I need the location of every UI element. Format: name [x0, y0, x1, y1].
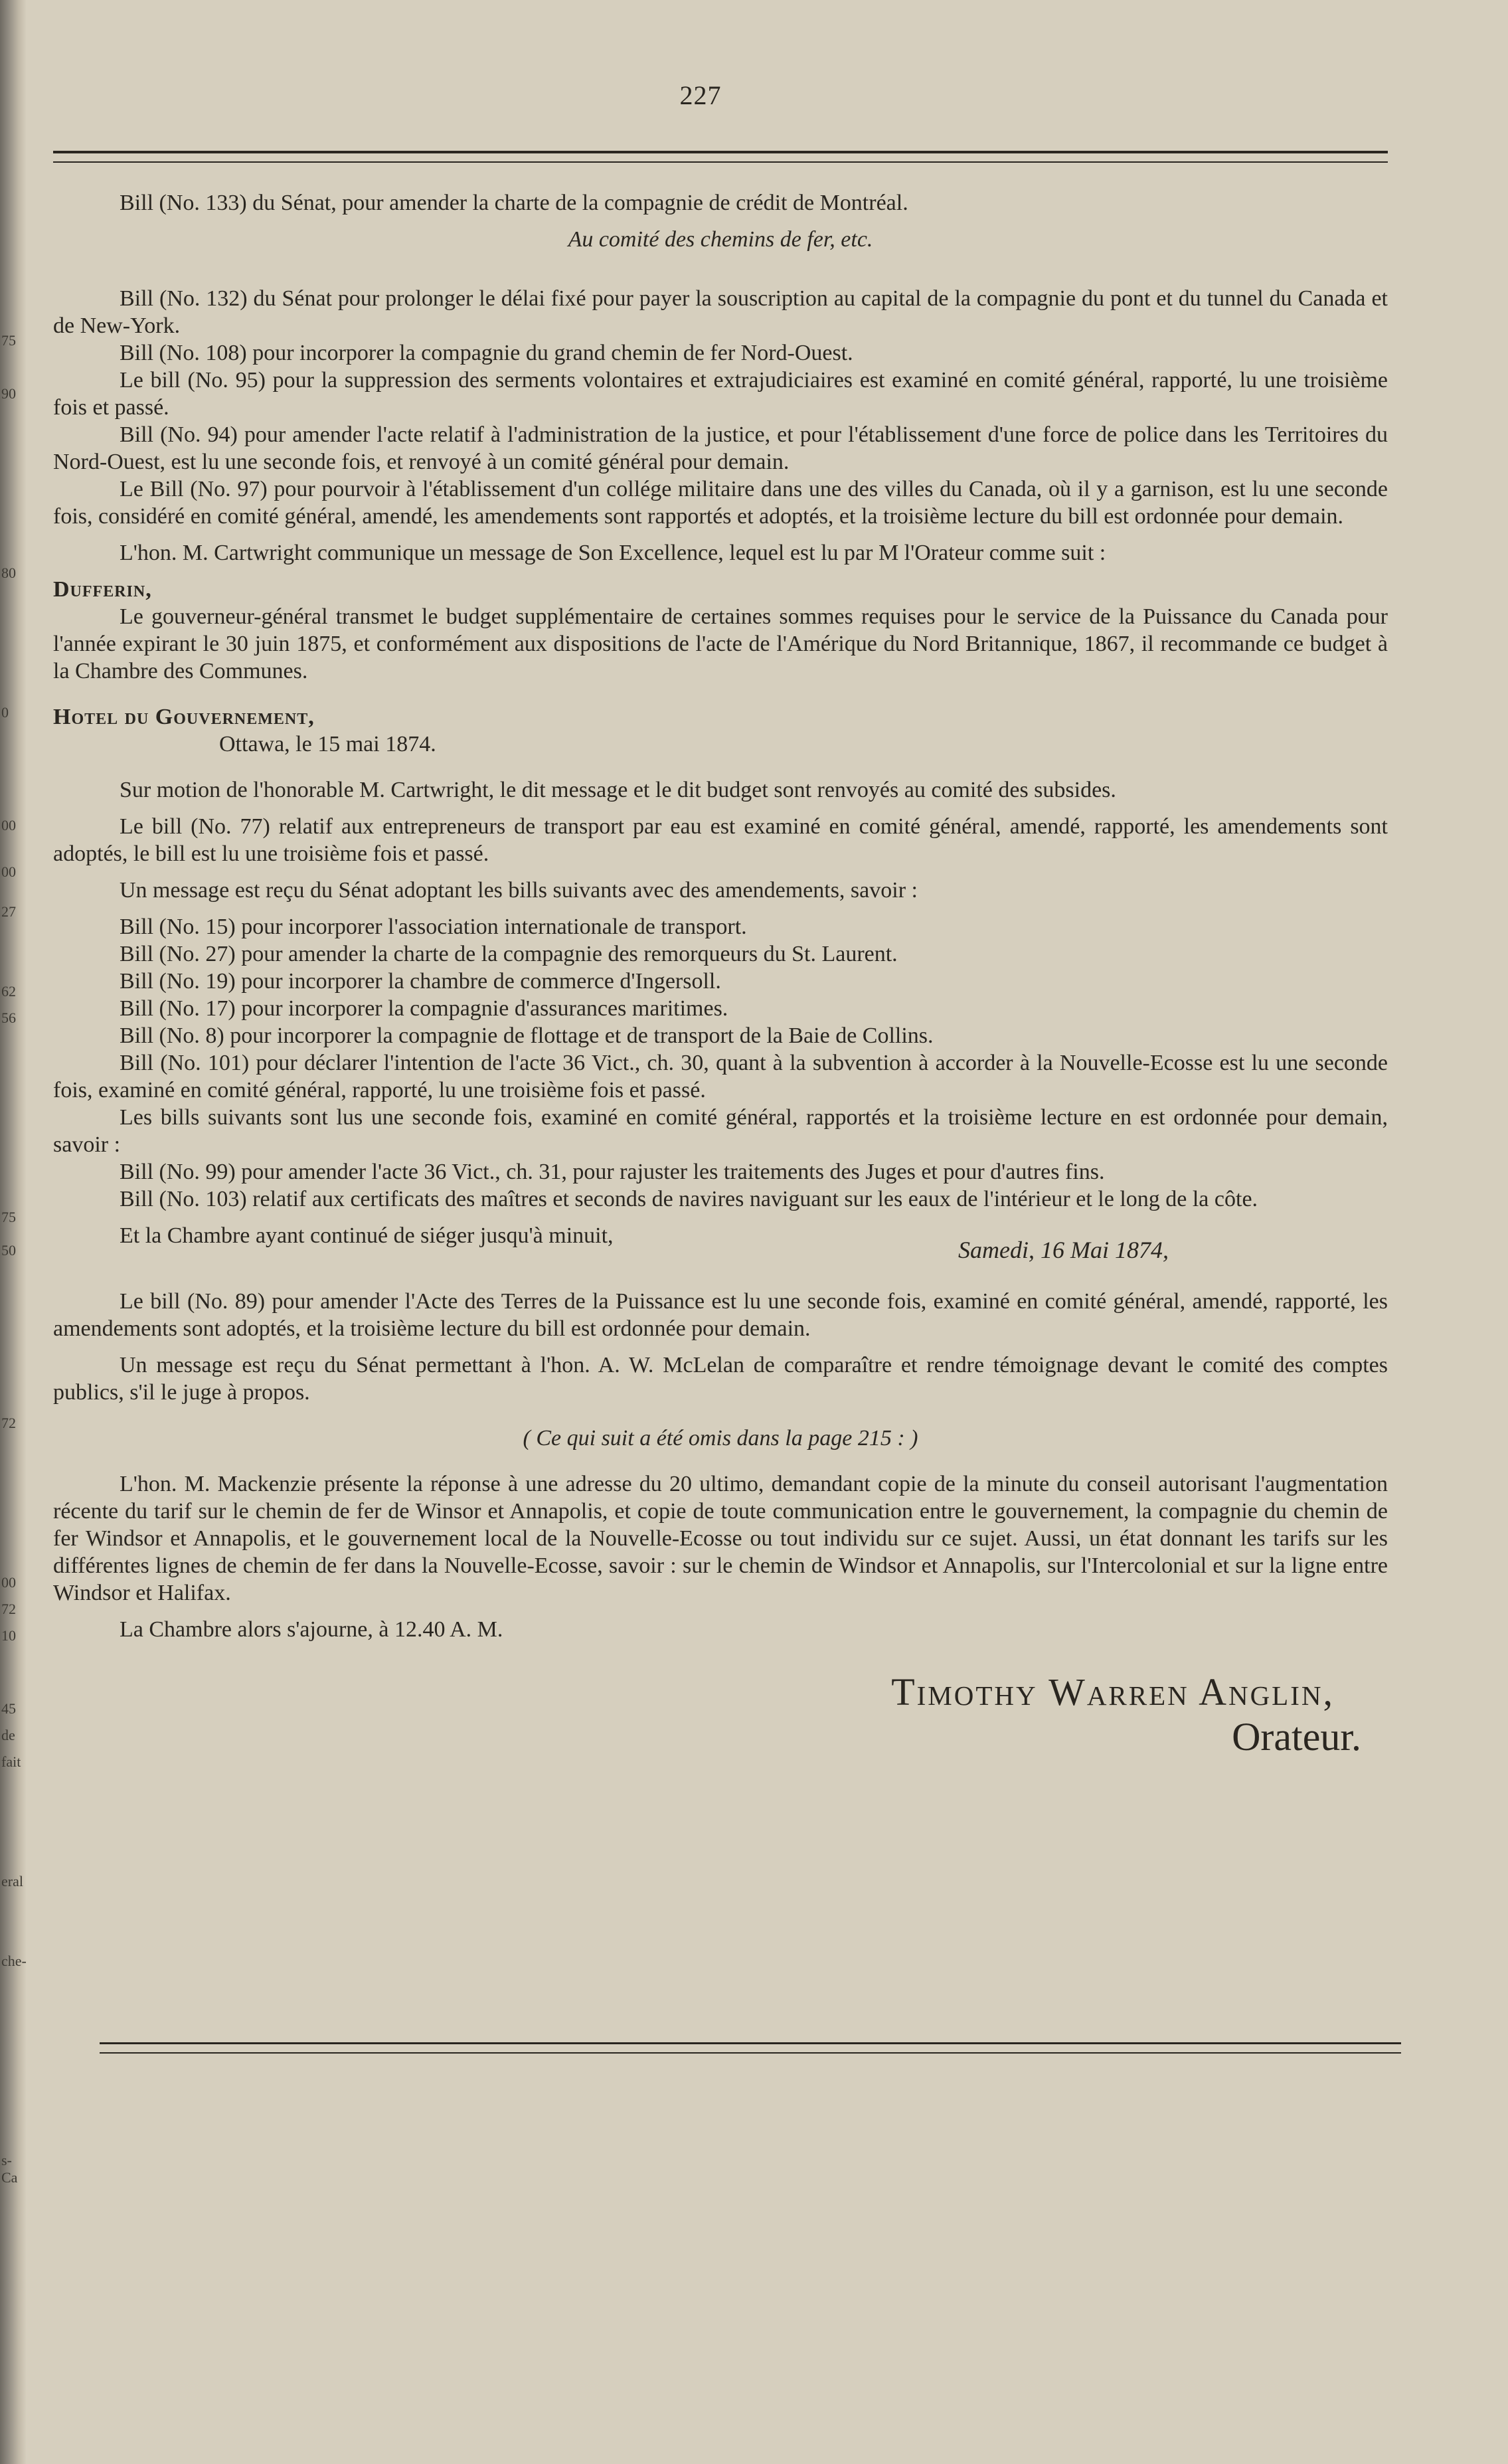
entry-bill-8: Bill (No. 8) pour incorporer la compagnie de flottage et de transport de la Baie de Collins.: [120, 1023, 934, 1048]
entry-bill-133: Bill (No. 133) du Sénat, pour amender la charte de la compagnie de crédit de Montréal.: [120, 191, 908, 215]
journal-page: [53, 80, 1388, 1760]
margin-note: eral: [1, 1873, 23, 1890]
entry-bill-103: Bill (No. 103) relatif aux certificats des maîtres et seconds de navires naviguant sur les eaux de l'intérieur et le long de la côte.: [120, 1187, 1258, 1211]
entry-adjournment: La Chambre alors s'ajourne, à 12.40 A. M.: [120, 1617, 503, 1642]
header-rule: [53, 151, 1388, 163]
committee-heading: Au comité des chemins de fer, etc.: [568, 227, 873, 252]
margin-note: 75: [1, 1209, 16, 1225]
entry-bill-27: Bill (No. 27) pour amender la charte de la compagnie des remorqueurs du St. Laurent.: [120, 942, 898, 966]
margin-note: 72: [1, 1415, 16, 1431]
footer-rule: [100, 2042, 1401, 2054]
signature-name: Timothy Warren Anglin,: [891, 1670, 1335, 1714]
margin-note: fait: [1, 1753, 21, 1770]
place-heading: Hotel du Gouvernement,: [53, 705, 315, 729]
place-date: Ottawa, le 15 mai 1874.: [219, 732, 436, 756]
session-date: Samedi, 16 Mai 1874,: [958, 1237, 1169, 1263]
margin-note: 72: [1, 1601, 16, 1617]
margin-note: de: [1, 1727, 15, 1743]
entry-bill-17: Bill (No. 17) pour incorporer la compagnie d'assurances maritimes.: [120, 996, 728, 1021]
entry-senate-message: Un message est reçu du Sénat adoptant les bills suivants avec des amendements, savoir :: [120, 878, 918, 903]
entry-bill-89: Le bill (No. 89) pour amender l'Acte des Terres de la Puissance est lu une seconde fois, examiné en comité général, amendé, rapporté, les amendements sont adoptés, et la troisième lecture du bill est ordonnée pour demain.: [53, 1289, 1388, 1341]
margin-note: 50: [1, 1242, 16, 1259]
entry-mackenzie-response: L'hon. M. Mackenzie présente la réponse à une adresse du 20 ultimo, demandant copie de la minute du conseil autorisant l'augmentation récente du tarif sur le chemin de fer de Winsor et Annapolis, et copie de toute communication entre le gouvernement, la compagnie du chemin de fer Windsor et Annapolis, et le gouvernement local de la Nouvelle-Ecosse ou tout individu sur ce sujet. Aussi, un état donnant les tarifs sur les différentes lignes de chemin de fer dans la Nouvelle-Ecosse, savoir : sur le chemin de Windsor et Annapolis, sur l'Intercolonial et sur la ligne entre Windsor et Halifax.: [53, 1472, 1388, 1605]
margin-note: 00: [1, 863, 16, 880]
margin-note: 00: [1, 1574, 16, 1591]
margin-note: 00: [1, 817, 16, 834]
entry-second-reading: Les bills suivants sont lus une seconde fois, examiné en comité général, rapportés et la troisième lecture en est ordonnée pour demain, savoir :: [53, 1105, 1388, 1157]
margin-note: 62: [1, 983, 16, 1000]
entry-mclelan-message: Un message est reçu du Sénat permettant à l'hon. A. W. McLelan de comparaître et rendre témoignage devant le comité des comptes publics, s'il le juge à propos.: [53, 1353, 1388, 1405]
entry-bill-101: Bill (No. 101) pour déclarer l'intention de l'acte 36 Vict., ch. 30, quant à la subvention à accorder à la Nouvelle-Ecosse est lu une seconde fois, examiné en comité général, rapporté, lu une troisième fois et passé.: [53, 1051, 1388, 1102]
entry-midnight: Et la Chambre ayant continué de siéger jusqu'à minuit,: [120, 1223, 614, 1248]
entry-bill-77: Le bill (No. 77) relatif aux entrepreneurs de transport par eau est examiné en comité général, amendé, rapporté, les amendements sont adoptés, le bill est lu une troisième fois et passé.: [53, 814, 1388, 866]
signatory-dufferin: Dufferin,: [53, 577, 152, 602]
entry-bill-94: Bill (No. 94) pour amender l'acte relatif à l'administration de la justice, et pour l'établissement d'une force de police dans les Territoires du Nord-Ouest, est lu une seconde fois, et renvoyé à un comité général pour demain.: [53, 422, 1388, 474]
margin-note: 0: [1, 704, 9, 721]
entry-bill-99: Bill (No. 99) pour amender l'acte 36 Vict., ch. 31, pour rajuster les traitements des Juges et pour d'autres fins.: [120, 1160, 1105, 1184]
margin-note: 90: [1, 385, 16, 402]
omission-note: ( Ce qui suit a été omis dans la page 215 : ): [523, 1426, 918, 1451]
margin-note: che-: [1, 1953, 27, 1969]
entry-motion-subsides: Sur motion de l'honorable M. Cartwright, le dit message et le dit budget sont renvoyés au comité des subsides.: [120, 778, 1116, 802]
margin-note: 75: [1, 332, 16, 349]
margin-note: 45: [1, 1700, 16, 1717]
entry-bill-108: Bill (No. 108) pour incorporer la compagnie du grand chemin de fer Nord-Ouest.: [120, 341, 853, 365]
left-margin-notes: [0, 0, 27, 2464]
entry-budget-message: Le gouverneur-général transmet le budget supplémentaire de certaines sommes requises pour le service de la Puissance du Canada pour l'année expirant le 30 juin 1875, et conformément aux dispositions de l'acte de l'Amérique du Nord Britannique, 1867, il recommande ce budget à la Chambre des Communes.: [53, 604, 1388, 683]
entry-bill-97: Le Bill (No. 97) pour pourvoir à l'établissement d'un collége militaire dans une des villes du Canada, où il y a garnison, est lu une seconde fois, considéré en comité général, amendé, les amendements sont rapportés et adoptés, et la troisième lecture du bill est ordonnée pour demain.: [53, 477, 1388, 529]
entry-bill-19: Bill (No. 19) pour incorporer la chambre de commerce d'Ingersoll.: [120, 969, 721, 994]
margin-note: 56: [1, 1010, 16, 1026]
margin-note: 80: [1, 565, 16, 581]
signature-title: Orateur.: [1232, 1715, 1361, 1759]
margin-note: 10: [1, 1627, 16, 1644]
page-number: 227: [679, 80, 722, 110]
entry-cartwright-message: L'hon. M. Cartwright communique un message de Son Excellence, lequel est lu par M l'Orateur comme suit :: [120, 541, 1106, 565]
entry-bill-132: Bill (No. 132) du Sénat pour prolonger le délai fixé pour payer la souscription au capital de la compagnie du pont et du tunnel du Canada et de New-York.: [53, 286, 1388, 338]
margin-note: s-Ca: [1, 2152, 18, 2186]
entry-bill-15: Bill (No. 15) pour incorporer l'association internationale de transport.: [120, 915, 747, 939]
margin-note: 27: [1, 903, 16, 920]
entry-bill-95: Le bill (No. 95) pour la suppression des serments volontaires et extrajudiciaires est examiné en comité général, rapporté, lu une troisième fois et passé.: [53, 368, 1388, 420]
